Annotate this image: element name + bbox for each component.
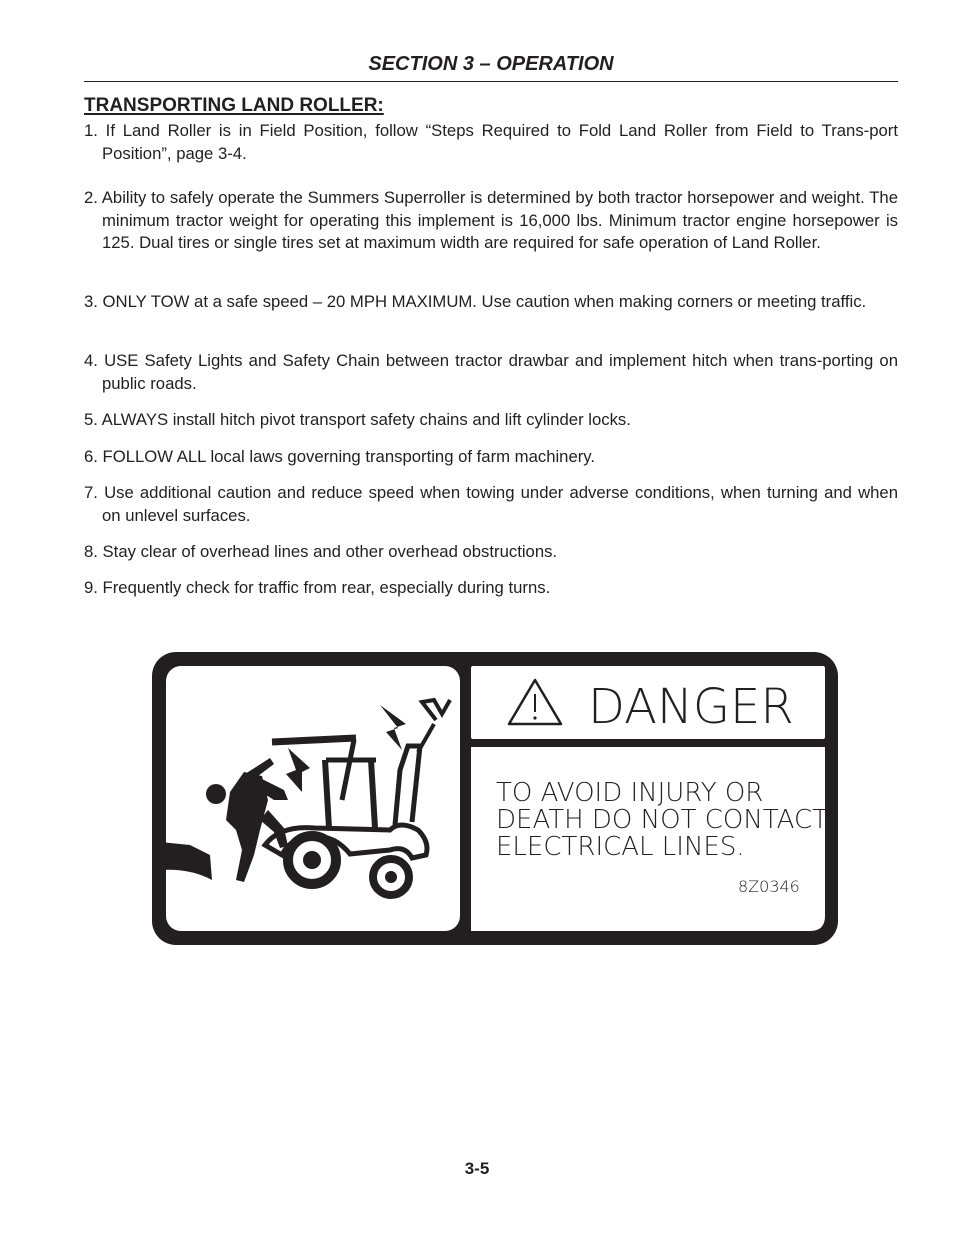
list-item-step-5: 5. ALWAYS install hitch pivot transport safety chains and lift cylinder locks. <box>84 410 631 429</box>
list-item-step-8: 8. Stay clear of overhead lines and other overhead obstructions. <box>84 542 558 561</box>
danger-signal-word: DANGER <box>588 679 794 735</box>
list-item-step-3: 3. ONLY TOW at a safe speed – 20 MPH MAXIMUM. Use caution when making corners or meeting traffic. <box>84 292 867 311</box>
list-item-step-2: 2. Ability to safely operate the Summers Superroller is determined by both tractor horsepower and weight. The minimum tractor weight for operating this implement is 16,000 lbs. Minimum tractor engine horsepower is 125. Dual tires or single tires set at maximum width are required for safe operation of Land Roller. <box>84 188 898 252</box>
decal-message-line-2: DEATH DO NOT CONTACT <box>496 805 829 835</box>
section-heading: TRANSPORTING LAND ROLLER: <box>84 95 384 116</box>
decal-part-number: 8Z0346 <box>738 877 800 896</box>
header-rule <box>84 81 898 82</box>
danger-decal <box>150 650 840 947</box>
list-item-step-7: 7. Use additional caution and reduce speed when towing under adverse conditions, when turning and when on unlevel surfaces. <box>84 483 898 525</box>
decal-message-line-3: ELECTRICAL LINES. <box>496 832 745 862</box>
section-header: SECTION 3 – OPERATION <box>368 53 614 75</box>
list-item-step-1: 1. If Land Roller is in Field Position, follow “Steps Required to Fold Land Roller from Field to Trans-port Position”, page 3-4. <box>84 121 898 163</box>
list-item-step-6: 6. FOLLOW ALL local laws governing transporting of farm machinery. <box>84 447 596 466</box>
decal-message-line-1: TO AVOID INJURY OR <box>496 778 764 808</box>
list-item-step-4: 4. USE Safety Lights and Safety Chain between tractor drawbar and implement hitch when trans-porting on public roads. <box>84 351 898 393</box>
page-number: 3-5 <box>464 1159 490 1178</box>
list-item-step-9: 9. Frequently check for traffic from rear, especially during turns. <box>84 578 551 597</box>
